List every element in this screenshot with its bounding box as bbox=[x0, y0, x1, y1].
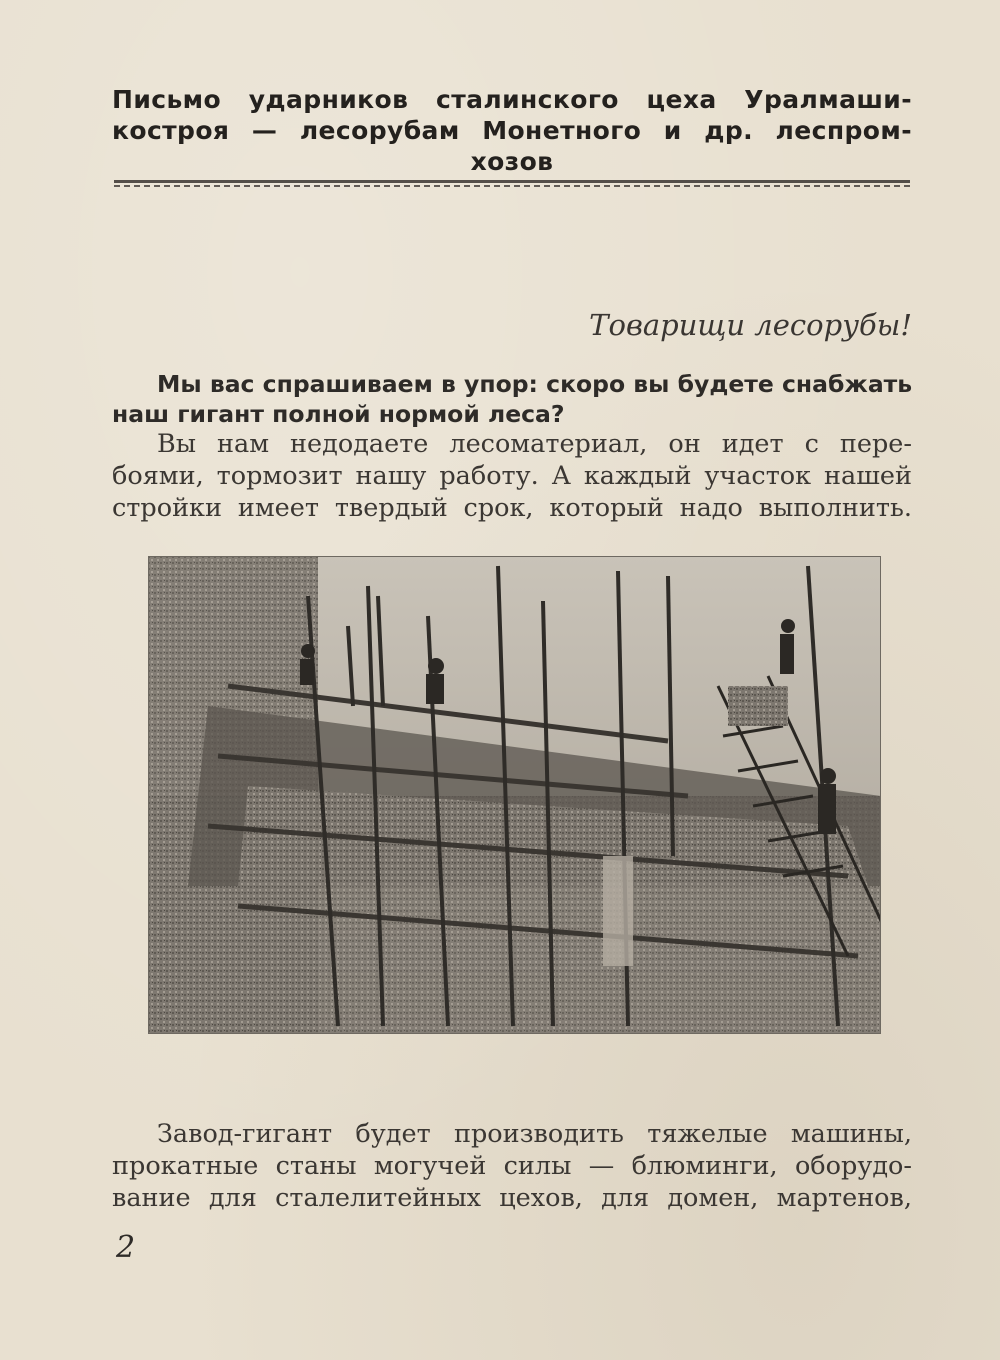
headline-divider bbox=[114, 180, 910, 187]
paragraph-line: Завод-гигант будет производить тяжелые машины, bbox=[157, 1119, 912, 1149]
headline-line: Письмо ударников сталинского цеха Уралмаши- bbox=[112, 85, 912, 114]
paragraph-line: наш гигант полной нормой леса? bbox=[112, 400, 565, 428]
bold-paragraph bbox=[112, 369, 913, 429]
paragraph-line: стройки имеет твердый срок, который надо выполнить. bbox=[112, 493, 912, 523]
construction-scaffolding-photo bbox=[148, 556, 881, 1034]
headline-line: хозов bbox=[470, 147, 554, 176]
page-number: 2 bbox=[116, 1230, 136, 1265]
greeting: Товарищи лесорубы! bbox=[589, 308, 912, 342]
paragraph-2 bbox=[112, 1118, 912, 1214]
headline-line: костроя — лесорубам Монетного и др. леспром- bbox=[112, 116, 912, 145]
paragraph-line: вание для сталелитейных цехов, для домен, мартенов, bbox=[112, 1183, 912, 1213]
paragraph-line: Мы вас спрашиваем в упор: скоро вы будете снабжать bbox=[157, 370, 913, 398]
paragraph-line: прокатные станы могучей силы — блюминги, оборудо- bbox=[112, 1151, 912, 1181]
paragraph-line: боями, тормозит нашу работу. А каждый участок нашей bbox=[112, 461, 912, 491]
headline bbox=[112, 84, 912, 177]
paragraph-1 bbox=[112, 428, 912, 524]
paragraph-line: Вы нам недодаете лесоматериал, он идет с пере- bbox=[157, 429, 912, 459]
